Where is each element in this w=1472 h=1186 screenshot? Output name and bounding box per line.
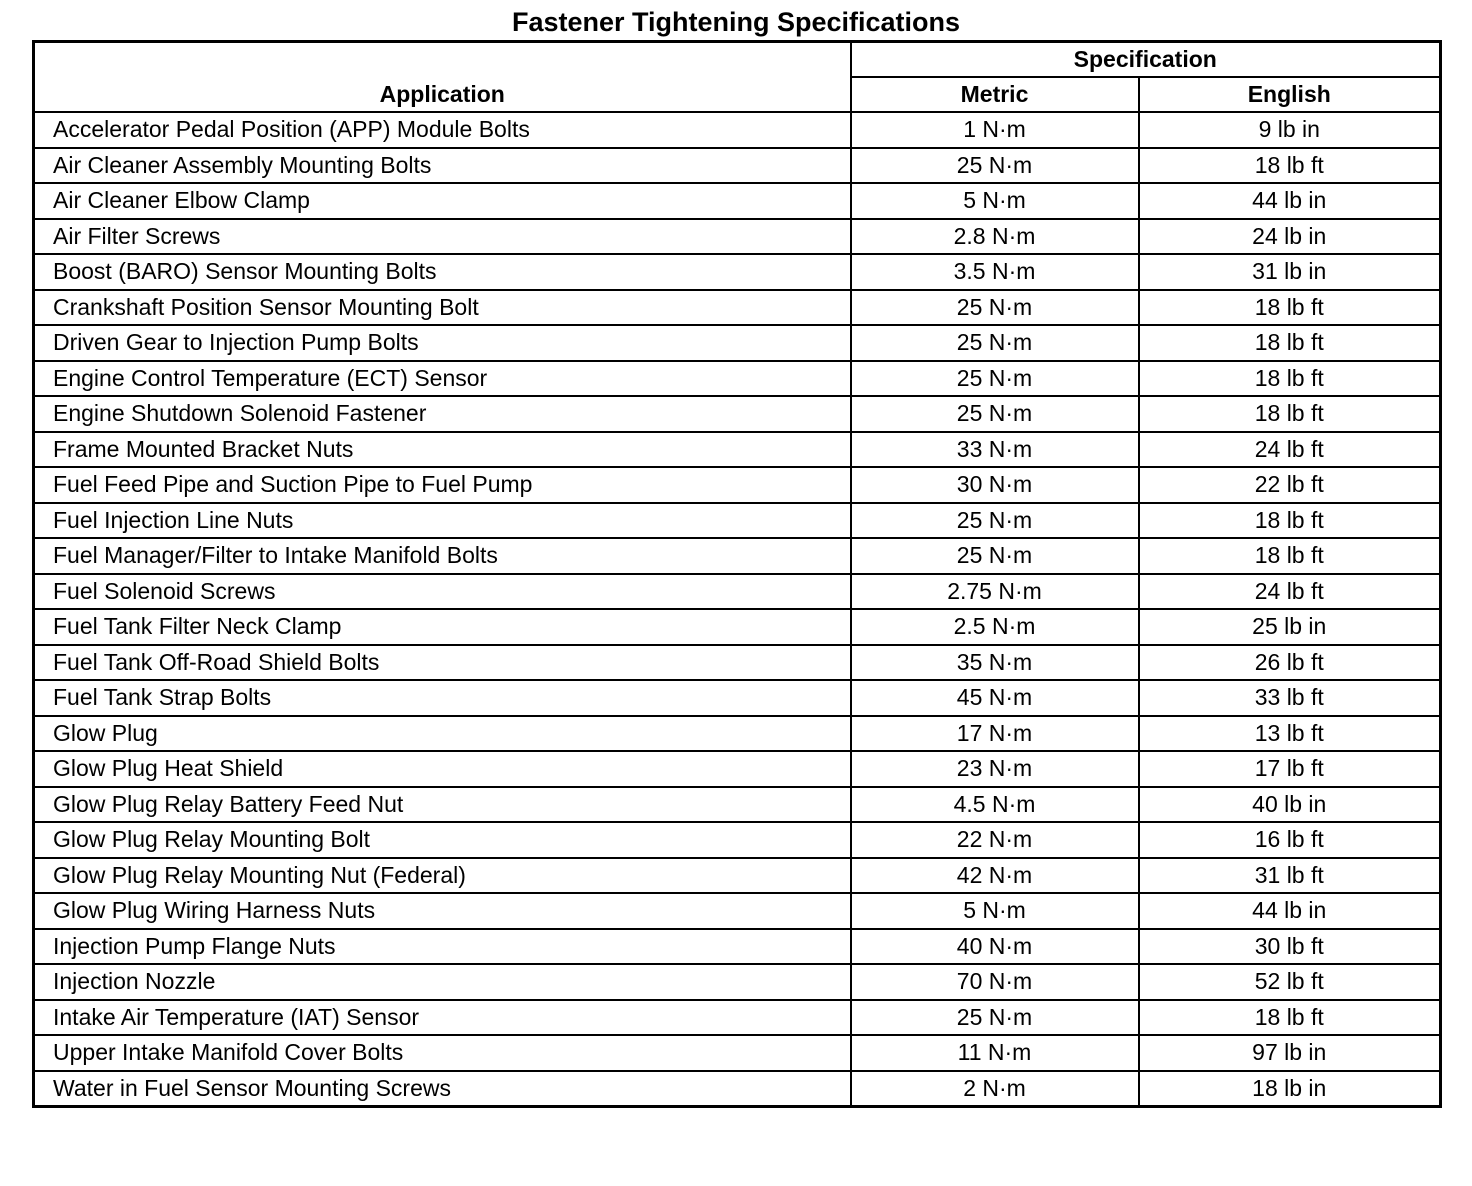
cell-application: Fuel Feed Pipe and Suction Pipe to Fuel Pump <box>34 467 851 503</box>
cell-english: 44 lb in <box>1139 183 1441 219</box>
cell-english: 18 lb ft <box>1139 396 1441 432</box>
cell-english: 31 lb in <box>1139 254 1441 290</box>
cell-english: 40 lb in <box>1139 787 1441 823</box>
table-row <box>34 645 1441 681</box>
table-body <box>34 112 1441 1107</box>
cell-english: 18 lb ft <box>1139 538 1441 574</box>
table-row <box>34 716 1441 752</box>
table-row <box>34 219 1441 255</box>
cell-english: 9 lb in <box>1139 112 1441 148</box>
cell-application: Intake Air Temperature (IAT) Sensor <box>34 1000 851 1036</box>
table-row <box>34 1000 1441 1036</box>
table-row <box>34 822 1441 858</box>
cell-metric: 33 N·m <box>851 432 1139 468</box>
cell-english: 17 lb ft <box>1139 751 1441 787</box>
cell-metric: 70 N·m <box>851 964 1139 1000</box>
cell-application: Injection Pump Flange Nuts <box>34 929 851 965</box>
cell-english: 44 lb in <box>1139 893 1441 929</box>
table-row <box>34 396 1441 432</box>
cell-english: 18 lb ft <box>1139 290 1441 326</box>
cell-application: Fuel Solenoid Screws <box>34 574 851 610</box>
cell-english: 52 lb ft <box>1139 964 1441 1000</box>
cell-metric: 5 N·m <box>851 183 1139 219</box>
cell-application: Glow Plug Heat Shield <box>34 751 851 787</box>
table-row <box>34 183 1441 219</box>
cell-metric: 5 N·m <box>851 893 1139 929</box>
cell-metric: 42 N·m <box>851 858 1139 894</box>
cell-metric: 25 N·m <box>851 325 1139 361</box>
cell-metric: 23 N·m <box>851 751 1139 787</box>
cell-application: Frame Mounted Bracket Nuts <box>34 432 851 468</box>
table-header <box>34 42 1441 113</box>
cell-english: 26 lb ft <box>1139 645 1441 681</box>
table-row <box>34 964 1441 1000</box>
column-header-metric: Metric <box>851 77 1139 112</box>
table-row <box>34 1035 1441 1071</box>
table-row <box>34 538 1441 574</box>
cell-application: Air Cleaner Assembly Mounting Bolts <box>34 148 851 184</box>
table-row <box>34 325 1441 361</box>
table-row <box>34 751 1441 787</box>
cell-application: Upper Intake Manifold Cover Bolts <box>34 1035 851 1071</box>
table-row <box>34 680 1441 716</box>
table-row <box>34 574 1441 610</box>
cell-application: Engine Shutdown Solenoid Fastener <box>34 396 851 432</box>
cell-english: 24 lb ft <box>1139 574 1441 610</box>
cell-metric: 25 N·m <box>851 290 1139 326</box>
cell-application: Air Filter Screws <box>34 219 851 255</box>
cell-application: Driven Gear to Injection Pump Bolts <box>34 325 851 361</box>
table-row <box>34 467 1441 503</box>
table-row <box>34 1071 1441 1107</box>
cell-english: 31 lb ft <box>1139 858 1441 894</box>
table-row <box>34 361 1441 397</box>
cell-metric: 45 N·m <box>851 680 1139 716</box>
table-row <box>34 254 1441 290</box>
cell-application: Fuel Tank Filter Neck Clamp <box>34 609 851 645</box>
cell-metric: 25 N·m <box>851 538 1139 574</box>
table-row <box>34 858 1441 894</box>
cell-application: Crankshaft Position Sensor Mounting Bolt <box>34 290 851 326</box>
cell-application: Accelerator Pedal Position (APP) Module Bolts <box>34 112 851 148</box>
cell-application: Water in Fuel Sensor Mounting Screws <box>34 1071 851 1107</box>
cell-english: 18 lb ft <box>1139 325 1441 361</box>
cell-application: Fuel Manager/Filter to Intake Manifold Bolts <box>34 538 851 574</box>
cell-metric: 22 N·m <box>851 822 1139 858</box>
cell-english: 33 lb ft <box>1139 680 1441 716</box>
cell-application: Glow Plug <box>34 716 851 752</box>
cell-english: 25 lb in <box>1139 609 1441 645</box>
cell-english: 24 lb ft <box>1139 432 1441 468</box>
cell-application: Glow Plug Relay Battery Feed Nut <box>34 787 851 823</box>
cell-metric: 30 N·m <box>851 467 1139 503</box>
cell-metric: 2.8 N·m <box>851 219 1139 255</box>
cell-application: Fuel Tank Off-Road Shield Bolts <box>34 645 851 681</box>
header-row-top <box>34 42 1441 78</box>
cell-metric: 2 N·m <box>851 1071 1139 1107</box>
cell-application: Boost (BARO) Sensor Mounting Bolts <box>34 254 851 290</box>
cell-metric: 25 N·m <box>851 361 1139 397</box>
column-header-english: English <box>1139 77 1441 112</box>
cell-metric: 3.5 N·m <box>851 254 1139 290</box>
cell-metric: 25 N·m <box>851 1000 1139 1036</box>
cell-application: Fuel Injection Line Nuts <box>34 503 851 539</box>
table-row <box>34 432 1441 468</box>
cell-metric: 17 N·m <box>851 716 1139 752</box>
cell-application: Injection Nozzle <box>34 964 851 1000</box>
cell-english: 18 lb ft <box>1139 361 1441 397</box>
cell-application: Fuel Tank Strap Bolts <box>34 680 851 716</box>
table-row <box>34 290 1441 326</box>
cell-metric: 2.5 N·m <box>851 609 1139 645</box>
column-header-application: Application <box>34 42 851 113</box>
cell-metric: 35 N·m <box>851 645 1139 681</box>
table-row <box>34 787 1441 823</box>
cell-metric: 25 N·m <box>851 148 1139 184</box>
cell-metric: 11 N·m <box>851 1035 1139 1071</box>
cell-application: Air Cleaner Elbow Clamp <box>34 183 851 219</box>
page-title: Fastener Tightening Specifications <box>511 7 961 37</box>
cell-english: 18 lb ft <box>1139 148 1441 184</box>
cell-application: Glow Plug Wiring Harness Nuts <box>34 893 851 929</box>
table-row <box>34 112 1441 148</box>
table-row <box>34 503 1441 539</box>
table-row <box>34 148 1441 184</box>
cell-metric: 4.5 N·m <box>851 787 1139 823</box>
cell-application: Glow Plug Relay Mounting Nut (Federal) <box>34 858 851 894</box>
cell-application: Glow Plug Relay Mounting Bolt <box>34 822 851 858</box>
cell-english: 13 lb ft <box>1139 716 1441 752</box>
cell-english: 22 lb ft <box>1139 467 1441 503</box>
table-row <box>34 893 1441 929</box>
table-row <box>34 609 1441 645</box>
cell-english: 18 lb ft <box>1139 503 1441 539</box>
cell-metric: 40 N·m <box>851 929 1139 965</box>
cell-english: 16 lb ft <box>1139 822 1441 858</box>
cell-english: 18 lb ft <box>1139 1000 1441 1036</box>
cell-english: 97 lb in <box>1139 1035 1441 1071</box>
cell-metric: 25 N·m <box>851 503 1139 539</box>
column-header-specification: Specification <box>851 42 1441 78</box>
cell-metric: 1 N·m <box>851 112 1139 148</box>
cell-english: 30 lb ft <box>1139 929 1441 965</box>
cell-english: 24 lb in <box>1139 219 1441 255</box>
cell-metric: 25 N·m <box>851 396 1139 432</box>
fastener-spec-table <box>32 40 1442 1108</box>
cell-application: Engine Control Temperature (ECT) Sensor <box>34 361 851 397</box>
cell-metric: 2.75 N·m <box>851 574 1139 610</box>
cell-english: 18 lb in <box>1139 1071 1441 1107</box>
table-row <box>34 929 1441 965</box>
